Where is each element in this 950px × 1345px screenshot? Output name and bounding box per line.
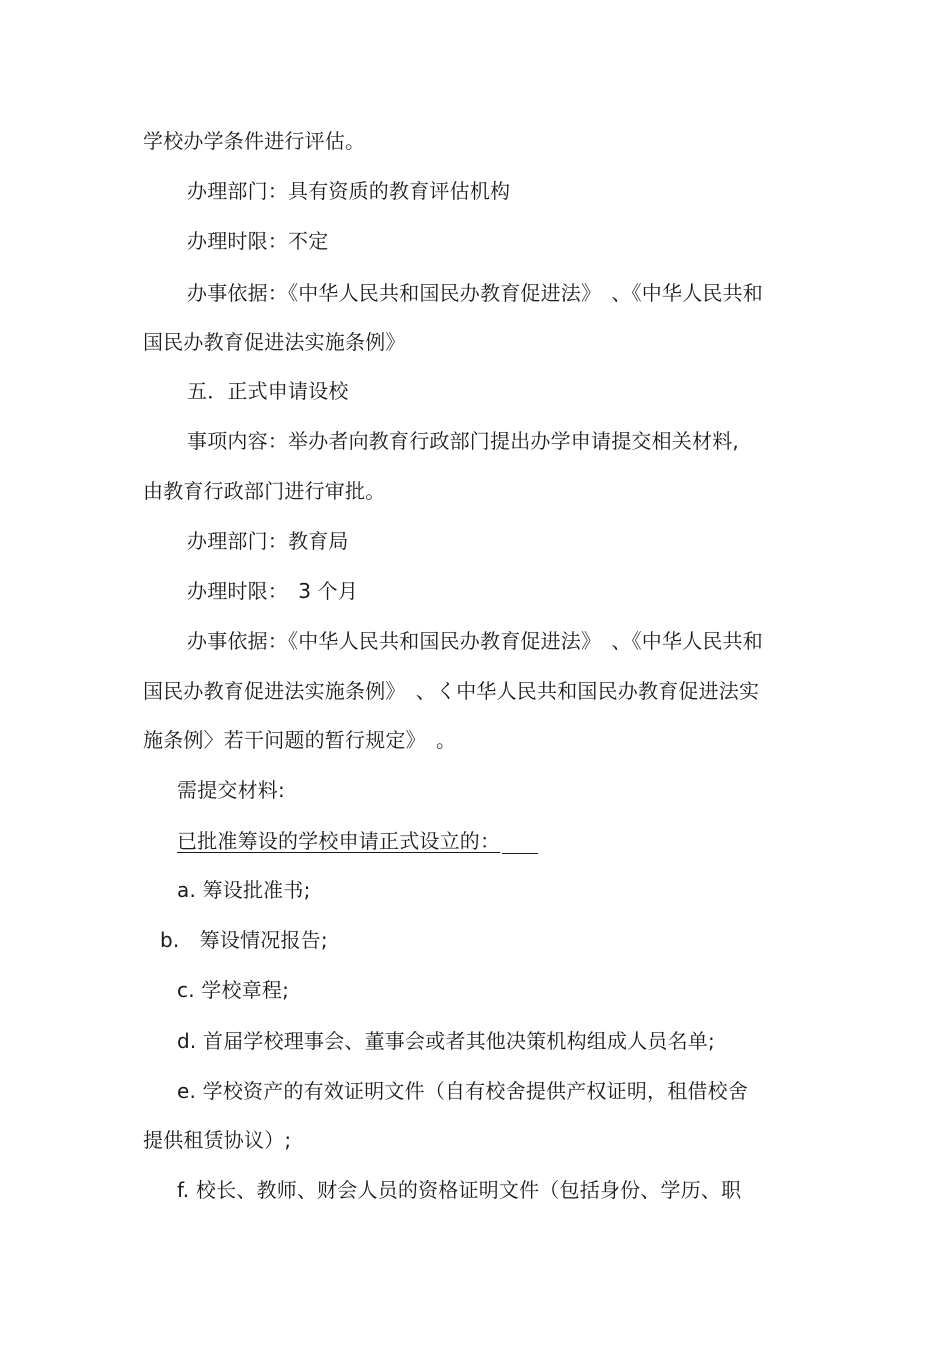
text-line-8: 由教育行政部门进行审批。 — [143, 479, 386, 503]
list-item-b: b. 筹设情况报告; — [160, 928, 328, 952]
materials-subheading — [177, 828, 538, 854]
text-line-9: 办理部门：教育局 — [187, 529, 349, 553]
list-item-a: a. 筹设批准书; — [177, 878, 311, 902]
list-item-f: f. 校长、教师、财会人员的资格证明文件（包括身份、学历、职 — [177, 1178, 742, 1202]
text-line-10: 办理时限： 3 个月 — [187, 579, 359, 603]
section-heading: 五．正式申请设校 — [187, 379, 349, 403]
text-line-13: 施条例〉若干问题的暂行规定》 。 — [143, 728, 457, 752]
text-line-3: 办理时限：不定 — [187, 229, 329, 253]
list-item-d: d. 首届学校理事会、董事会或者其他决策机构组成人员名单; — [177, 1029, 715, 1053]
materials-subheading-text: 已批准筹设的学校申请正式设立的： — [177, 829, 501, 853]
materials-label: 需提交材料: — [177, 778, 285, 802]
text-line-11: 办事依据：《中华人民共和国民办教育促进法》 、《中华人民共和 — [187, 629, 763, 653]
text-line-4: 办事依据：《中华人民共和国民办教育促进法》 、《中华人民共和 — [187, 281, 763, 305]
list-item-e: e. 学校资产的有效证明文件（自有校舍提供产权证明，租借校舍 — [177, 1079, 749, 1103]
list-item-c: c. 学校章程; — [177, 978, 290, 1002]
text-line-5: 国民办教育促进法实施条例》 — [143, 330, 406, 354]
text-line-2: 办理部门：具有资质的教育评估机构 — [187, 179, 511, 203]
text-line-7: 事项内容：举办者向教育行政部门提出办学申请提交相关材料, — [187, 429, 739, 453]
text-line-12: 国民办教育促进法实施条例》 、く中华人民共和国民办教育促进法实 — [143, 679, 760, 703]
underline-extension — [502, 833, 538, 854]
list-item-e-cont: 提供租赁协议）; — [143, 1128, 292, 1152]
text-line-1: 学校办学条件进行评估。 — [143, 129, 366, 153]
